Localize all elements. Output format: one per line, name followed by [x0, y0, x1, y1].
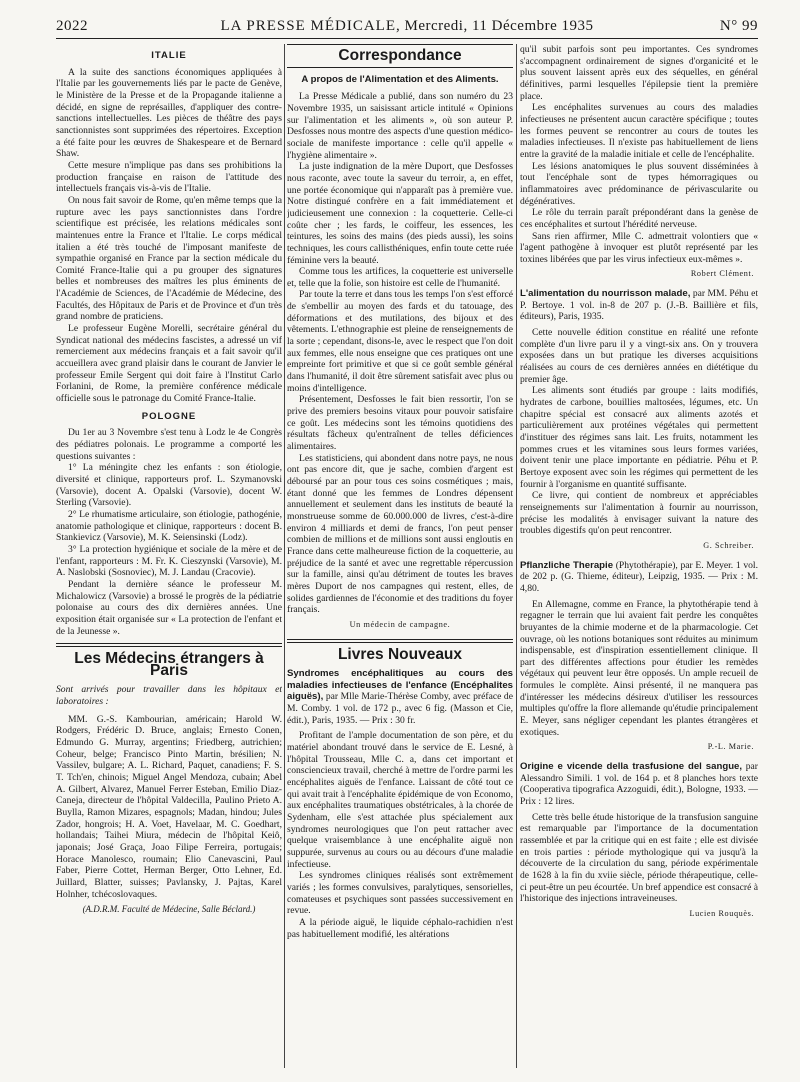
paragraph: Par toute la terre et dans tous les temps l'on s'est efforcé de s'embellir au moyen des fards et du tatouage, des déformations et des mutilations, des bijoux et des vêtements. L'ethnographie est pleine de renseignements de la sorte ; cependant, disons-le, avec le respect que l'on doit aux femmes, elle nous enseigne que ces pratiques ont une empreinte fort primitive et que si ce goût semble général dans l'humanité, il doit être sûrement satisfait avec plus ou moins d'intelligence. — [287, 289, 513, 394]
column-right — [520, 44, 758, 1068]
book-title: L'alimentation du nourrisson malade, — [520, 288, 691, 300]
paragraph: Cette nouvelle édition constitue en réalité une refonte complète d'un livre paru il y a vingt-six ans. On y trouvera exposées dans un but pratique les diverses acquisitions réalisées au cours de ces dernières années en diététique du premier âge. — [520, 327, 758, 385]
column-middle — [287, 44, 513, 1068]
section-heading-livres: Livres Nouveaux — [337, 645, 463, 663]
paragraph: qu'il subit parfois sont peu importantes. Ces syndromes s'accompagnent ordinairement de signes d'organicité et le plus souvent laissent après eux des séquelles, en général définitives, parmi lesquelles l'épilepsie tient la première place. — [520, 44, 758, 102]
book-reference: par Mlle Marie-Thérèse Comby, avec préface de M. Comby. 1 vol. de 172 p., avec 6 fig. (Masson et Cie, édit.), Paris, 1935. — Prix : 30 fr. — [287, 691, 513, 726]
article-title: A propos de l'Alimentation et des Aliments. — [301, 73, 499, 85]
section-heading-italie: ITALIE — [151, 50, 187, 61]
names-list: MM. G.-S. Kambourian, américain; Harold W. Rodgers, Frédéric D. Bruce, anglais; Ernesto Conen, Edmundo G. Murray, argentins; Friedberg, autrichien; Coheur, belge; Francisco Pinto Martin, brésilien; N. Vassilev, bulgare; A. L. Richard, Paquet, canadiens; F. S. T. Tch'en, chinois; Miguel Angel Mendoza, cubain; Abel A. Gilbert, Alvarez, Manuel Ferrer Esteban, Emilio Diaz-Caneja, directeur de l'hôpital Valdecilla, Paulino Prieto A. Buylla, Ramon Mizares, espagnols; Madan, hindou; Jules Zador, hongrois; H. A. Voet, Havelaar, M. C. Goedhart, hollandais; Taihei Miura, médecin de l'hôpital Keiô, japonais; José Graça, Joao Filipe Ferreira, portugais; Horace Manolesco, roumain; Elio Canevascini, Paul Faber, Pierre Cottet, Herman Berger, Otto Lehner, Ed. Juillard, Blatter, suisses; Pavlansky, J. Pajtas, Karel Holnher, tchécoslovaques. — [56, 713, 282, 900]
paragraph: Pendant la dernière séance le professeur M. Michalowicz (Varsovie) a brossé le progrès de la pédiatrie polonaise au cours des dix dernières années. Une exposition était organisée sur « La protection de l'enfant et de la Jeunesse ». — [56, 578, 282, 637]
column-left — [56, 44, 282, 1068]
paragraph: Le professeur Eugène Morelli, secrétaire général du Syndicat national des médecins fascistes, a adressé un vif remerciement aux médecins français et a fait savoir qu'il accueillera avec grand plaisir dans le courant de Janvier le professeur Emile Sergent qui doit faire à l'Institut Carlo Forlanini, de Rome, la première conférence médicale officielle sous le patronage du Comité France-Italie. — [56, 323, 282, 405]
paragraph: A la période aiguë, le liquide céphalo-rachidien n'est pas habituellement modifié, les altérations — [287, 916, 513, 940]
paragraph: Présentement, Desfosses le fait bien ressortir, l'on se prive des premiers besoins vitaux pour pouvoir satisfaire ce goût. Les médecins sont les témoins quotidiens des résultats fâcheux qu'entraînent de telles déficiences alimentaires. — [287, 394, 513, 452]
paragraph: 1° La méningite chez les enfants : son étiologie, diversité et clinique, rapporteurs prof. L. Szymanovski (Varsovie), docent A. Opalski (Varsovie), docent W. Sterling (Varsovie). — [56, 462, 282, 509]
paragraph: A la suite des sanctions économiques appliquées à l'Italie par les gouvernements liés par le pacte de Genève, le Ministère de la Presse et de la Propagande italienne a décidé, en signe de représailles, d'appliquer des contre-sanctions intellectuelles. Les pièces de théâtre des pays sanctionnistes sont supprimées des répertoires. Exception a été faite pour les œuvres de Shakespeare et de Bernard Shaw. — [56, 66, 282, 160]
paragraph: Les aliments sont étudiés par groupe : laits modifiés, hydrates de carbone, bouillies maltosées, légumes, etc. Un chapitre spécial est consacré aux aliments azotés et particulièrement aux protéines végétales qui permettent d'instituer des régimes sans lait. Les fruits, notamment les pommes crues et les vitamines sous leurs formes variées, doivent tenir une place importante en pédiatrie. Péhu et P. Bertoye exposent avec soin les régimes qui permettent de les fournir à l'organisme en quantité suffisante. — [520, 385, 758, 490]
book-title: Origine e vicende della trasfusione del sangue, — [520, 761, 743, 773]
paragraph: Les syndromes cliniques réalisés sont extrêmement variés ; les formes convulsives, paralytiques, sensorielles, comateuses et psychiques sont passées successivement en revue. — [287, 870, 513, 917]
paragraph: Cette mesure n'implique pas dans ses prohibitions la production française en raison de l'attitude des intellectuels français vis-à-vis de l'Italie. — [56, 159, 282, 195]
paragraph: Les statisticiens, qui abondent dans notre pays, ne nous ont pas encore dit, que je sache, combien d'argent est déboursé par an pour tous ces soins cosmétiques ; mais, étant donné que les femmes de Londres dépensent annuellement et seulement dans les instituts de beauté la monstrueuse somme de 60.000.000 de livres, c'est-à-dire environ 4 milliards et demi de francs, l'on peut penser combien de millions et de millions sont aussi engloutis en France dans cette malheureuse fiction de la coquetterie, au préjudice de la santé et avec une regrettable répercussion sur la famille, ainsi qu'au détriment de toutes les braves mères Duport de nos campagnes qui restent, elles, de solides gardiennes de l'économie et des traditions du foyer français. — [287, 452, 513, 616]
page-header — [56, 16, 758, 39]
issue-number: N° 99 — [719, 18, 758, 34]
paragraph: Profitant de l'ample documentation de son père, et du matériel abondant trouvé dans le service de E. Lesné, à l'hôpital Trousseau, Mlle C. a, dans cet important et consciencieux travail, cherché à mettre de l'ordre parmi les encéphalites aiguës de l'enfance. Laissant de côté tout ce qui avait trait à l'encéphalite épidémique de von Economo, aux encéphalites traumatiques obstétricales, à la chorée de Sydenham, elle s'est attachée plus spécialement aux syndromes neurologiques que l'on peut rattacher avec quelque vraisemblance à une encéphalite aiguë non suppurée, survenus au cours ou au décours d'une maladie infectieuse. — [287, 730, 513, 870]
section-divider — [287, 639, 513, 643]
book-entry — [520, 560, 758, 595]
book-title: Pflanzliche Therapie — [520, 559, 614, 571]
journal-name: LA PRESSE MÉDICALE — [220, 18, 396, 34]
paragraph: 2° Le rhumatisme articulaire, son étiologie, pathogénie, anatomie pathologique et clinique, rapporteurs : docent B. Stankievicz (Varsovie), M. K. Seiensinski (Lodz). — [56, 508, 282, 544]
paragraph: 3° La protection hygiénique et sociale de la mère et de l'enfant, rapporteurs : M. Fr. K. Cieszynski (Varsovie), M. A. Naslobski (Sosnoviec), M. J. Landau (Cracovie). — [56, 543, 282, 579]
paragraph: On nous fait savoir de Rome, qu'en même temps que la rupture avec les pays sanctionnistes dans l'ordre scientifique est précisée, les relations médicales sont maintenues entre la France et l'Italie. Le corps médical italien a été très touché de l'imposant manifeste de sympathie organisé en France par la section médicale du Comité France-Italie qui a pu grouper des signatures belles et nombreuses des maîtres les plus éminents de l'Académie de Sciences, de l'Académie de Médecine, des Facultés, des Hôpitaux de Paris et de Province et d'un très grand nombre de praticiens. — [56, 194, 282, 323]
paragraph: Du 1er au 3 Novembre s'est tenu à Lodz le 4e Congrès des pédiatres polonais. Le programme a comporté les questions suivantes : — [56, 427, 282, 462]
paragraph: Le rôle du terrain paraît prépondérant dans la genèse de ces encéphalites et surtout l'hérédité nerveuse. — [520, 207, 758, 230]
column-divider — [516, 44, 517, 1068]
signature: Un médecin de campagne. — [349, 619, 451, 629]
paragraph: Ce livre, qui contient de nombreux et appréciables renseignements sur l'alimentation à fournir au nourrisson, précise les modalités à envisager suivant la nature des troubles digestifs qu'on peut rencontrer. — [520, 490, 758, 537]
paragraph: Comme tous les artifices, la coquetterie est universelle et, telle que la folie, son histoire est celle de l'humanité. — [287, 266, 513, 289]
section-heading-etrangers: Les Médecins étrangers à Paris — [74, 650, 264, 679]
book-reference: par MM. Péhu et P. Bertoye. 1 vol. in-8 de 207 p. (J.-B. Baillière et fils, éditeurs), Paris, 1935. — [520, 288, 758, 323]
journal-title — [56, 18, 758, 35]
paragraph: Cette très belle étude historique de la transfusion sanguine est remarquable par l'importance de la documentation rassemblée et par la critique qui en est faite ; elle est divisée en trois parties : période mythologique qui va jusqu'à la découverte de la circulation du sang, période expérimentale de 1628 à la fin du xviie siècle, période thérapeutique, celle-ci peut-être un peu écourtée. Un bref appendice est consacré à l'historique des injections intraveineuses. — [520, 811, 758, 905]
book-title: Syndromes encéphalitiques au cours des maladies infectieuses de l'enfance (Encéphalites aiguës), — [287, 668, 513, 703]
section-heading-correspondance: Correspondance — [287, 44, 513, 68]
book-entry — [520, 288, 758, 323]
book-reference: par Alessandro Simili. 1 vol. de 164 p. et 8 planches hors texte (Cooperativa tipografica Azzoguidi, édit.), Bologne, 1933. — Prix : 12 lires. — [520, 761, 758, 808]
paragraph: Les encéphalites survenues au cours des maladies infectieuses ne présentent aucun caractère spécifique ; toutes les formes peuvent se rencontrer au cours de toutes les maladies infectieuses. Il n'existe pas habituellement de liens entre la gravité de la maladie initiale et celle de l'encéphalite. — [520, 102, 758, 160]
paragraph: La juste indignation de la mère Duport, que Desfosses nous raconte, avec toute la saveur du terroir, a, en effet, une portée économique qui n'apparaît pas à première vue. Notre distingué confrère en a fait immédiatement et judicieusement une connexion : la coquetterie. Celle-ci coûte cher ; les fards, le coiffeur, les essences, les teintures, les soins des mains (des pieds aussi), les soins techniques, les cours callisthéniques, enfin toute cette ruée féminine vers la beauté. — [287, 161, 513, 266]
address-note: (A.D.R.M. Faculté de Médecine, Salle Béclard.) — [82, 904, 256, 915]
intro-note: Sont arrivés pour travailler dans les hôpitaux et laboratoires : — [56, 684, 282, 708]
signature: P.-L. Marie. — [707, 742, 754, 752]
signature: Lucien Rouquès. — [689, 908, 754, 918]
paragraph: Sans rien affirmer, Mlle C. admettrait volontiers que « l'agent pathogène à invoquer est plutôt représenté par les toxines libérées que par les virus infectieux eux-mêmes ». — [520, 230, 758, 265]
issue-date: , Mercredi, 11 Décembre 1935 — [395, 18, 594, 34]
book-entry — [520, 761, 758, 808]
paragraph: Les lésions anatomiques le plus souvent disséminées à tout l'encéphale sont de types hémorragiques ou inflammatoires avec prédominance de périvascularite ou dégénératives. — [520, 160, 758, 207]
signature: G. Schreiber. — [703, 540, 754, 550]
book-entry — [287, 668, 513, 726]
section-heading-pologne: POLOGNE — [141, 410, 197, 422]
signature: Robert Clément. — [690, 269, 754, 279]
section-divider — [56, 643, 282, 647]
paragraph: En Allemagne, comme en France, la phytothérapie tend à regagner le terrain que lui avaient fait perdre les conquêtes bruyantes de la chimie moderne et de la pharmacologie. Cet ouvrage, où les notions botaniques sont réduites au minimum indispensable, est d'inspiration essentiellement clinique. Il part des différentes affections pour étudier les remèdes végétaux qui peuvent leur être opposés. Un ample recueil de formules le complète. Ainsi présenté, il ne manquera pas d'intéresser les médecins désireux d'utiliser les ressources multiples qu'offre la flore allemande qu'étudie principalement E. Meyer, sans négliger cependant les plantes étrangères et exotiques. — [520, 598, 758, 738]
paragraph: La Presse Médicale a publié, dans son numéro du 23 Novembre 1935, un saisissant article intitulé « Opinions sur l'alimentation et les aliments », où son auteur P. Desfosses nous montre des aspects d'une question médico-sociale de manifeste importance : celle qu'il appelle « l'hygiène alimentaire ». — [287, 91, 513, 161]
column-divider — [284, 44, 285, 1068]
page-number: 2022 — [56, 18, 88, 34]
book-reference: (Phytothérapie), par E. Meyer. 1 vol. de 202 p. (G. Thieme, éditeur), Leipzig, 1935. — Prix : M. 4,80. — [520, 559, 758, 594]
